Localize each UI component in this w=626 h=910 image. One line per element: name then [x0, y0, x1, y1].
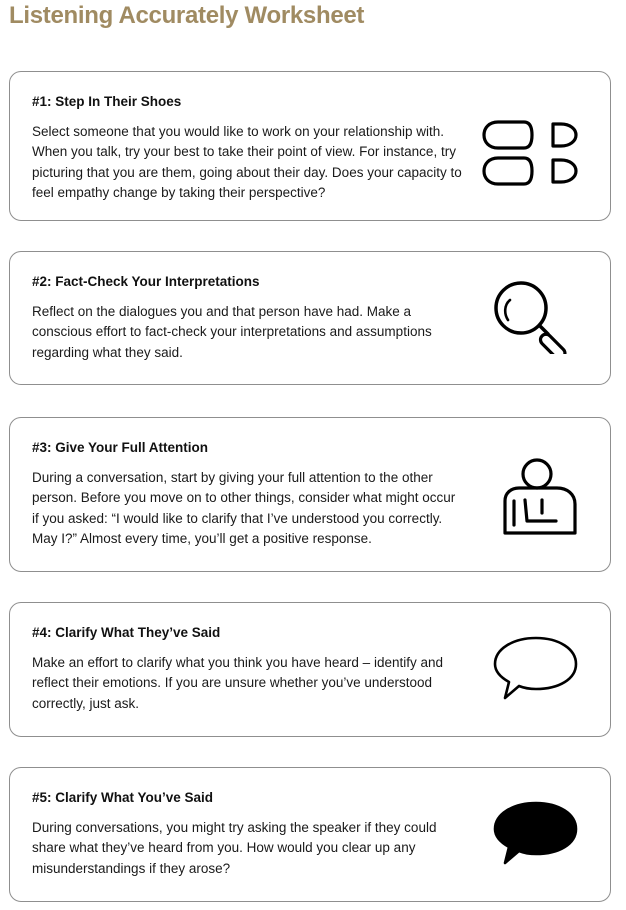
footprints-icon	[480, 116, 582, 192]
card-title: #1: Step In Their Shoes	[32, 94, 182, 109]
card-body: Select someone that you would like to work on your relationship with. When you talk, try your best to take their point of view. For instance, try picturing that you are them, going about their day. Does your capacity to feel empathy change by taking their perspective?	[32, 124, 462, 200]
worksheet-card-3	[9, 417, 611, 572]
card-body: During a conversation, start by giving your full attention to the other person. Before you move on to other things, consider what might occur if you asked: “I would like to clarify that I’ve understood you correctly. May I?” Almost every time, you’ll get a positive response.	[32, 470, 456, 546]
card-body: Make an effort to clarify what you think you have heard – identify and reflect their emotions. If you are unsure whether you’ve understood correctly, just ask.	[32, 655, 443, 711]
speech-bubble-filled-icon	[491, 800, 581, 866]
worksheet-card-1	[9, 71, 611, 221]
card-title: #2: Fact-Check Your Interpretations	[32, 274, 260, 289]
card-title: #4: Clarify What They’ve Said	[32, 625, 221, 640]
worksheet-card-4	[9, 602, 611, 737]
worksheet-card-5	[9, 767, 611, 902]
card-title: #5: Clarify What You’ve Said	[32, 790, 214, 805]
magnifying-glass-icon	[486, 276, 586, 354]
card-body: During conversations, you might try asking the speaker if they could share what they’ve heard from you. How would you clear up any misunderstandings if they arose?	[32, 820, 437, 876]
person-icon	[500, 457, 582, 537]
card-title: #3: Give Your Full Attention	[32, 440, 209, 455]
page-title: Listening Accurately Worksheet	[9, 2, 365, 29]
card-body: Reflect on the dialogues you and that person have had. Make a conscious effort to fact-check your interpretations and assumptions regarding what they said.	[32, 304, 432, 360]
speech-bubble-outline-icon	[491, 635, 581, 701]
worksheet-card-2	[9, 251, 611, 385]
